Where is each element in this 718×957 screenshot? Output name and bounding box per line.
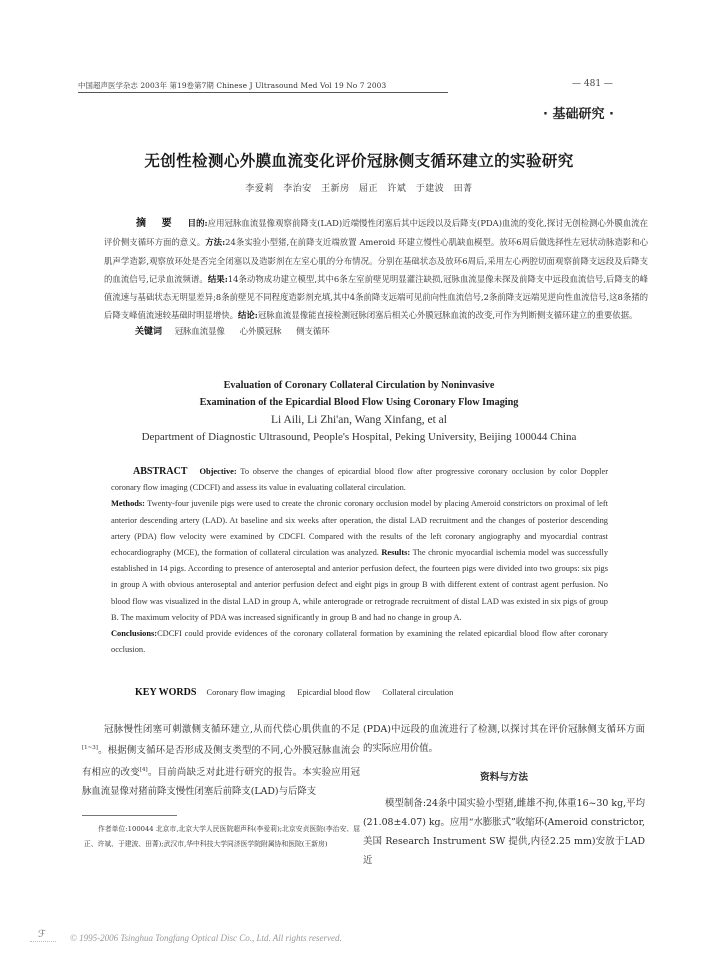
en-results: The chronic myocardial ischemia model was successfully established in 14 pigs. According to presence of anteroseptal and anterior perfusion defect, the fourteen pigs were divided into two groups: six pigs in group A with obvious anteroseptal and anterior perfusion defect and eight pigs in group B with different extent of contrast agent perfusion. No blood flow was visualized in the distal LAD in group A, while anterograde or retrograde recruitment of distal LAD was existed in six pigs of group B. The maximum velocity of PDA was increased significantly in group B and had no change in group A. bbox=[111, 548, 609, 622]
zh-keyword: 冠脉血流显像 bbox=[174, 326, 225, 336]
en-keywords-label: KEY WORDS bbox=[135, 687, 197, 698]
en-conclusions-label: Conclusions: bbox=[111, 629, 158, 639]
en-conclusions: CDCFI could provide evidences of the coronary collateral formation by examining the related epicardial blood flow after coronary occlusion. bbox=[111, 629, 608, 655]
body-left-column bbox=[82, 720, 360, 801]
zh-keywords bbox=[135, 324, 342, 337]
section-tag: · 基础研究 · bbox=[543, 107, 614, 122]
en-methods: Twenty-four juvenile pigs were used to create the chronic coronary occlusion model by placing Ameroid constrictors on proximal of left anterior descending artery (LAD). At baseline and six weeks after operation, the distal LAD recruitment and the changes of posterior descending artery (PDA) flow velocity were examined by CDCFI. Compared with the results of the left coronary angiography and myocardial contrast echocardiography (MCE), the formation of collateral circulation was analyzed. bbox=[111, 499, 608, 558]
zh-results: 14条动物成功建立模型,其中6条左室前壁见明显灌注缺损,冠脉血流显像未探及前降支中远段血流信号,后降支的峰值流速与基础状态无明显差异;8条前壁见不同程度造影剂充填,其中4条前降支远端可见前向性血流信号,2条前降支远端见逆向性血流信号,这8条猪的后降支峰值流速较基础时明显增快。 bbox=[104, 273, 649, 321]
intro-text: 。目前尚缺乏对此进行研究的报告。本实验应用冠脉血流显像对猪前降支慢性闭塞后前降支(LAD)与后降支 bbox=[82, 766, 360, 797]
en-authors: Li Aili, Li Zhi'an, Wang Xinfang, et al bbox=[271, 414, 447, 426]
zh-keyword: 侧支循环 bbox=[296, 326, 330, 336]
zh-objective: 应用冠脉血流显像观察前降支(LAD)近端慢性闭塞后其中远段以及后降支(PDA)血流的变化,探讨无创检测心外膜血流在评价侧支循环方面的意义。 bbox=[104, 218, 649, 248]
en-keyword: Epicardial blood flow bbox=[297, 688, 371, 697]
zh-keywords-label: 关键词 bbox=[135, 327, 163, 337]
en-title bbox=[0, 377, 718, 411]
zh-methods-label: 方法: bbox=[205, 237, 226, 248]
zh-objective-label: 目的: bbox=[187, 218, 208, 228]
intro-continued: (PDA)中远段的血流进行了检测,以探讨其在评价冠脉侧支循环方面的实际应用价值。 bbox=[363, 724, 645, 755]
en-keywords bbox=[135, 687, 463, 698]
section-heading-methods: 资料与方法 bbox=[480, 772, 528, 784]
zh-title: 无创性检测心外膜血流变化评价冠脉侧支循环建立的实验研究 bbox=[144, 152, 574, 170]
zh-abstract-label: 摘 要 bbox=[136, 218, 178, 229]
zh-results-label: 结果: bbox=[207, 273, 228, 284]
en-objective: To observe the changes of epicardial blood flow after progressive coronary occlusion by color Doppler coronary flow imaging (CDCFI) and assess its value in evaluating collateral circulation. bbox=[111, 467, 608, 493]
en-results-label: Results: bbox=[381, 548, 411, 558]
intro-text: 冠脉慢性闭塞可刺激侧支循环建立,从而代偿心肌供血的不足 bbox=[104, 724, 360, 735]
footnote-divider bbox=[82, 815, 177, 816]
body-right-column bbox=[363, 720, 645, 870]
methods-paragraph: 模型制备:24条中国实验小型猪,雌雄不拘,体重16~30 kg,平均(21.08±4.07) kg。应用“水膨胀式”收缩环(Ameroid constrictor,美国 Research Instrument SW 提供,内径2.25 mm)安放于LAD近 bbox=[363, 797, 645, 867]
en-keyword: Coronary flow imaging bbox=[206, 688, 286, 697]
zh-conclusion-label: 结论: bbox=[238, 310, 258, 321]
en-abstract bbox=[111, 464, 608, 658]
zh-keyword: 心外膜冠脉 bbox=[239, 326, 282, 336]
copyright-notice: © 1995-2006 Tsinghua Tongfang Optical Disc Co., Ltd. All rights reserved. bbox=[70, 933, 342, 943]
zh-conclusion: 冠脉血流显像能直接检测冠脉闭塞后相关心外膜冠脉血流的改变,可作为判断侧支循环建立的重要依据。 bbox=[257, 310, 638, 321]
footer bbox=[30, 929, 342, 947]
author-affiliation-footnote: 作者单位:100044 北京市,北京大学人民医院超声科(李爱莉);北京安贞医院(李治安、屈正、许斌、于建波、田菁);武汉市,华中科技大学同济医学院附属协和医院(王新房) bbox=[84, 825, 360, 848]
en-abstract-label: ABSTRACT bbox=[133, 466, 188, 477]
intro-text: 。根据侧支循环是否形成及侧支类型的不同,心外膜冠脉血流会有相应的改变 bbox=[82, 745, 360, 778]
en-methods-label: Methods: bbox=[111, 499, 145, 509]
en-title-line-1: Evaluation of Coronary Collateral Circulation by Noninvasive bbox=[223, 380, 495, 391]
en-objective-label: Objective: bbox=[199, 467, 237, 476]
page-number: — 481 — bbox=[572, 79, 613, 89]
zh-methods: 24条实验小型猪,在前降支近端放置 Ameroid 环建立慢性心肌缺血模型。放环6周后做选择性左冠状动脉造影和心肌声学造影,观察放环处是否完全闭塞以及造影剂在左室心肌的分布情况。分别在基础状态及放环6周后,采用左心两腔切面观察前降支远段及后降支的血流信号,记录血流频谱。 bbox=[104, 237, 649, 284]
citation[interactable]: [4] bbox=[139, 766, 148, 773]
en-affiliation: Department of Diagnostic Ultrasound, People's Hospital, Peking University, Beijing 100044 China bbox=[141, 431, 577, 443]
en-keyword: Collateral circulation bbox=[382, 688, 454, 697]
citation[interactable]: [1~3] bbox=[82, 745, 98, 752]
en-title-line-2: Examination of the Epicardial Blood Flow Using Coronary Flow Imaging bbox=[199, 397, 519, 408]
publisher-logo-icon: ℱ bbox=[30, 931, 56, 945]
zh-authors: 李爱莉 李治安 王新房 屈正 许斌 于建波 田菁 bbox=[245, 184, 473, 194]
zh-abstract bbox=[104, 214, 648, 325]
running-header: 中国超声医学杂志 2003年 第19卷第7期 Chinese J Ultrasound Med Vol 19 No 7 2003 bbox=[78, 80, 448, 93]
